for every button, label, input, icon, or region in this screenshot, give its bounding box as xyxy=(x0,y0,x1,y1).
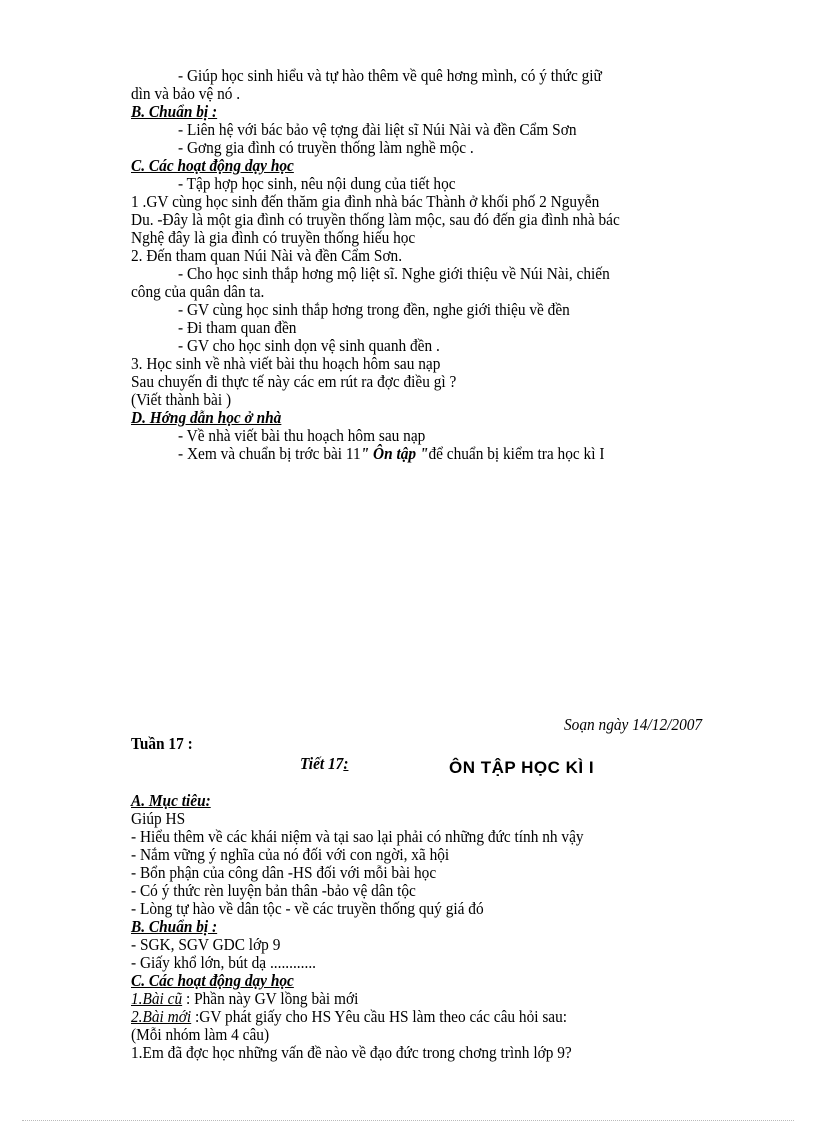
activity-line-11: 3. Học sinh về nhà viết bài thu hoạch hôm sau nạp xyxy=(131,354,441,373)
material-line-2: - Giấy khổ lớn, bút dạ ............ xyxy=(131,953,316,972)
objective-line-3: - Nắm vững ý nghĩa của nó đối với con ngời, xã hội xyxy=(131,845,450,864)
prep-line-1 xyxy=(178,121,577,139)
section-c2-heading: C. Các hoạt động dạy học xyxy=(131,971,294,990)
homework-line-2-pre: - Xem và chuẩn bị trớc bài 11 xyxy=(178,444,361,463)
procedure-line-1-text: : Phần này GV lồng bài mới xyxy=(182,989,359,1008)
activity-line-12: Sau chuyến đi thực tế này các em rút ra đợc điều gì ? xyxy=(131,372,457,391)
lesson-date: Soạn ngày 14/12/2007 xyxy=(564,715,703,734)
section-a-heading: A. Mục tiêu: xyxy=(131,791,211,810)
objective-line-1: Giúp HS xyxy=(131,809,186,828)
activity-line-13: (Viết thành bài ) xyxy=(131,390,232,409)
week-label: Tuần 17 : xyxy=(131,734,193,753)
intro-line-2: dìn và bảo vệ nó . xyxy=(131,84,241,103)
activity-line-6: - Cho học sinh thắp hơng mộ liệt sĩ. Nghe giới thiệu về Núi Nài, chiến xyxy=(178,264,610,283)
page-title: ÔN TẬP HỌC KÌ I xyxy=(449,758,595,777)
homework-line-1: - Về nhà viết bài thu hoạch hôm sau nạp xyxy=(178,426,426,445)
objective-line-6: - Lòng tự hào về dân tộc - về các truyền thống quý giá đó xyxy=(131,899,484,918)
objective-line-5: - Có ý thức rèn luyện bản thân -bảo vệ dân tộc xyxy=(131,881,416,900)
section-d-heading: D. Hớng dẫn học ở nhà xyxy=(131,408,282,427)
prep-line-1b: ài liệt sĩ Núi Nài và đền Cẩm Sơn xyxy=(369,120,577,139)
activity-line-4: Nghệ đây là gia đình có truyền thống hiếu học xyxy=(131,228,416,247)
prep-line-1a: - Liên hệ với bác bảo vệ tợng đ xyxy=(178,120,370,139)
objective-line-2: - Hiểu thêm về các khái niệm và tại sao lại phải có những đức tính nh vậy xyxy=(131,827,584,846)
procedure-line-4: 1.Em đã đợc học những vấn đề nào về đạo đức trong chơng trình lớp 9? xyxy=(131,1043,572,1062)
homework-line-2-bold: " Ôn tập " xyxy=(360,444,429,463)
objective-line-4: - Bổn phận của công dân -HS đối với mỗi bài học xyxy=(131,863,437,882)
activity-line-5: 2. Đến tham quan Núi Nài và đền Cẩm Sơn. xyxy=(131,246,403,265)
prep-line-2: - Gơng gia đình có truyền thống làm nghề mộc . xyxy=(178,138,474,157)
section-b2-heading: B. Chuẩn bị : xyxy=(131,917,218,936)
lesson-label xyxy=(300,755,348,773)
intro-line-1: - Giúp học sinh hiểu và tự hào thêm về quê hơng mình, có ý thức giữ xyxy=(178,66,602,85)
activity-line-7: công của quân dân ta. xyxy=(131,282,265,301)
activity-line-3: Du. -Đây là một gia đình có truyền thống làm mộc, sau đó đến gia đình nhà bác xyxy=(131,210,620,229)
activity-line-1: - Tập hợp học sinh, nêu nội dung của tiết học xyxy=(178,174,456,193)
homework-line-2 xyxy=(178,445,604,463)
procedure-line-3: (Mỗi nhóm làm 4 câu) xyxy=(131,1025,270,1044)
section-b-heading: B. Chuẩn bị : xyxy=(131,102,218,121)
procedure-line-1 xyxy=(131,990,358,1008)
procedure-line-1-label: 1.Bài cũ xyxy=(131,989,183,1008)
procedure-line-2-text: :GV phát giấy cho HS Yêu cầu HS làm theo các câu hỏi sau: xyxy=(191,1007,568,1026)
activity-line-10: - GV cho học sinh dọn vệ sinh quanh đền . xyxy=(178,336,440,355)
activity-line-8: - GV cùng học sinh thắp hơng trong đền, nghe giới thiệu về đền xyxy=(178,300,570,319)
activity-line-2: 1 .GV cùng học sinh đến thăm gia đình nhà bác Thành ở khối phố 2 Nguyễn xyxy=(131,192,600,211)
procedure-line-2 xyxy=(131,1008,567,1026)
section-c-heading: C. Các hoạt động dạy học xyxy=(131,156,294,175)
lesson-number: Tiết 17 xyxy=(300,754,344,773)
lesson-colon: : xyxy=(343,754,349,773)
procedure-line-2-label: 2.Bài mới xyxy=(131,1007,192,1026)
activity-line-9: - Đi tham quan đền xyxy=(178,318,297,337)
material-line-1: - SGK, SGV GDC lớp 9 xyxy=(131,935,281,954)
page-bottom-divider xyxy=(22,1120,794,1121)
homework-line-2-post: để chuẩn bị kiểm tra học kì I xyxy=(428,444,605,463)
